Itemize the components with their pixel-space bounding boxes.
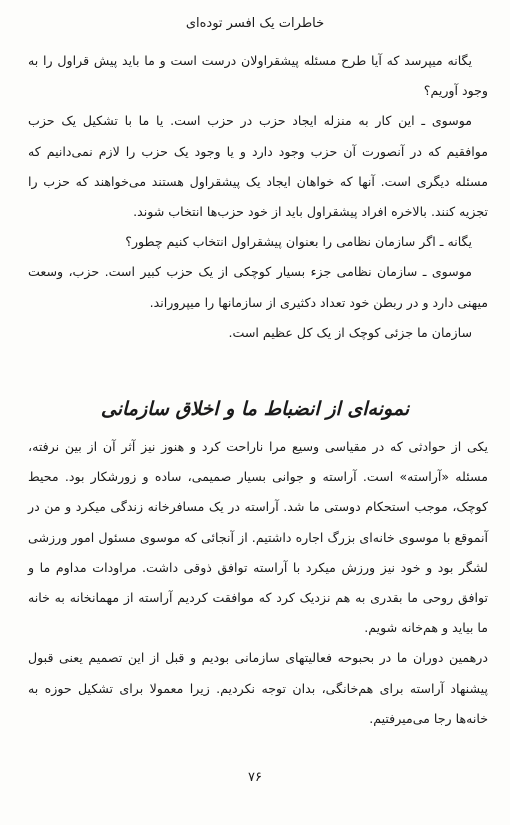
running-header: خاطرات یک افسر توده‌ای xyxy=(185,16,325,31)
text-block-bottom xyxy=(28,432,488,734)
paragraph: درهمین دوران ما در بحبوحه فعالیتهای سازمانی بودیم و قبل از این تصمیم یعنی قبول پیشنهاد آراسته برای هم‌خانگی، بدان توجه نکردیم. زیرا معمولا برای تشکیل حوزه به خانه‌ها رجا می‌میرفتیم. xyxy=(28,650,488,726)
paragraph: یگانه ـ اگر سازمان نظامی را بعنوان پیشقراول انتخاب کنیم چطور؟ xyxy=(125,234,472,250)
paragraph: موسوی ـ این کار به منزله ایجاد حزب در حزب است. یا ما با تشکیل یک حزب موافقیم که در آنصورت آن حزب وجود دارد و یا وجود یک حزب را لازم نمی‌دانیم که مسئله دیگری است. آنها که خواهان ایجاد یک پیشقراول هستند می‌خواهند که حزب را تجزیه کنند. بالاخره افراد پیشقراول باید از خود حزب‌ها انتخاب شوند. xyxy=(28,113,488,220)
section-title: نمونه‌ای از انضباط ما و اخلاق سازمانی xyxy=(100,398,410,420)
paragraph: موسوی ـ سازمان نظامی جزء بسیار کوچکی از یک حزب کبیر است. حزب، وسعت میهنی دارد و در ربطن خود تعداد دکثیری از سازمانها را میپروراند. xyxy=(28,264,488,310)
text-block-top xyxy=(28,46,488,348)
paragraph: یگانه میپرسد که آیا طرح مسئله پیشقراولان درست است و ما باید پیش قراول را به وجود آوریم؟ xyxy=(28,53,488,99)
paragraph: سازمان ما جزئی کوچک از یک کل عظیم است. xyxy=(228,324,472,340)
paragraph: یکی از حوادثی که در مقیاسی وسیع مرا ناراحت کرد و هنوز نیز آثر آن از بین نرفته، مسئله «آراسته» است. آراسته و جوانی بسیار صمیمی، ساده و زورشکار بود. محیط کوچک، موجب استحکام دوستی ما شد. آراسته در یک مسافرخانه زندگی میکرد و من در آنموقع با موسوی خانه‌ای بزرگ اجاره داشتیم. از آنجائی که موسوی مسئول امور ورزشی لشگر بود و خود نیز ورزش میکرد با آراسته توافق ذوقی داشت. مراودات مداوم ما و توافق روحی ما بقدری به هم نزدیک کرد که موافقت کردیم آراسته از مهمانخانه به خانه ما بیاید و هم‌خانه شویم. xyxy=(28,439,488,636)
page-number: ۷۶ xyxy=(248,770,262,785)
